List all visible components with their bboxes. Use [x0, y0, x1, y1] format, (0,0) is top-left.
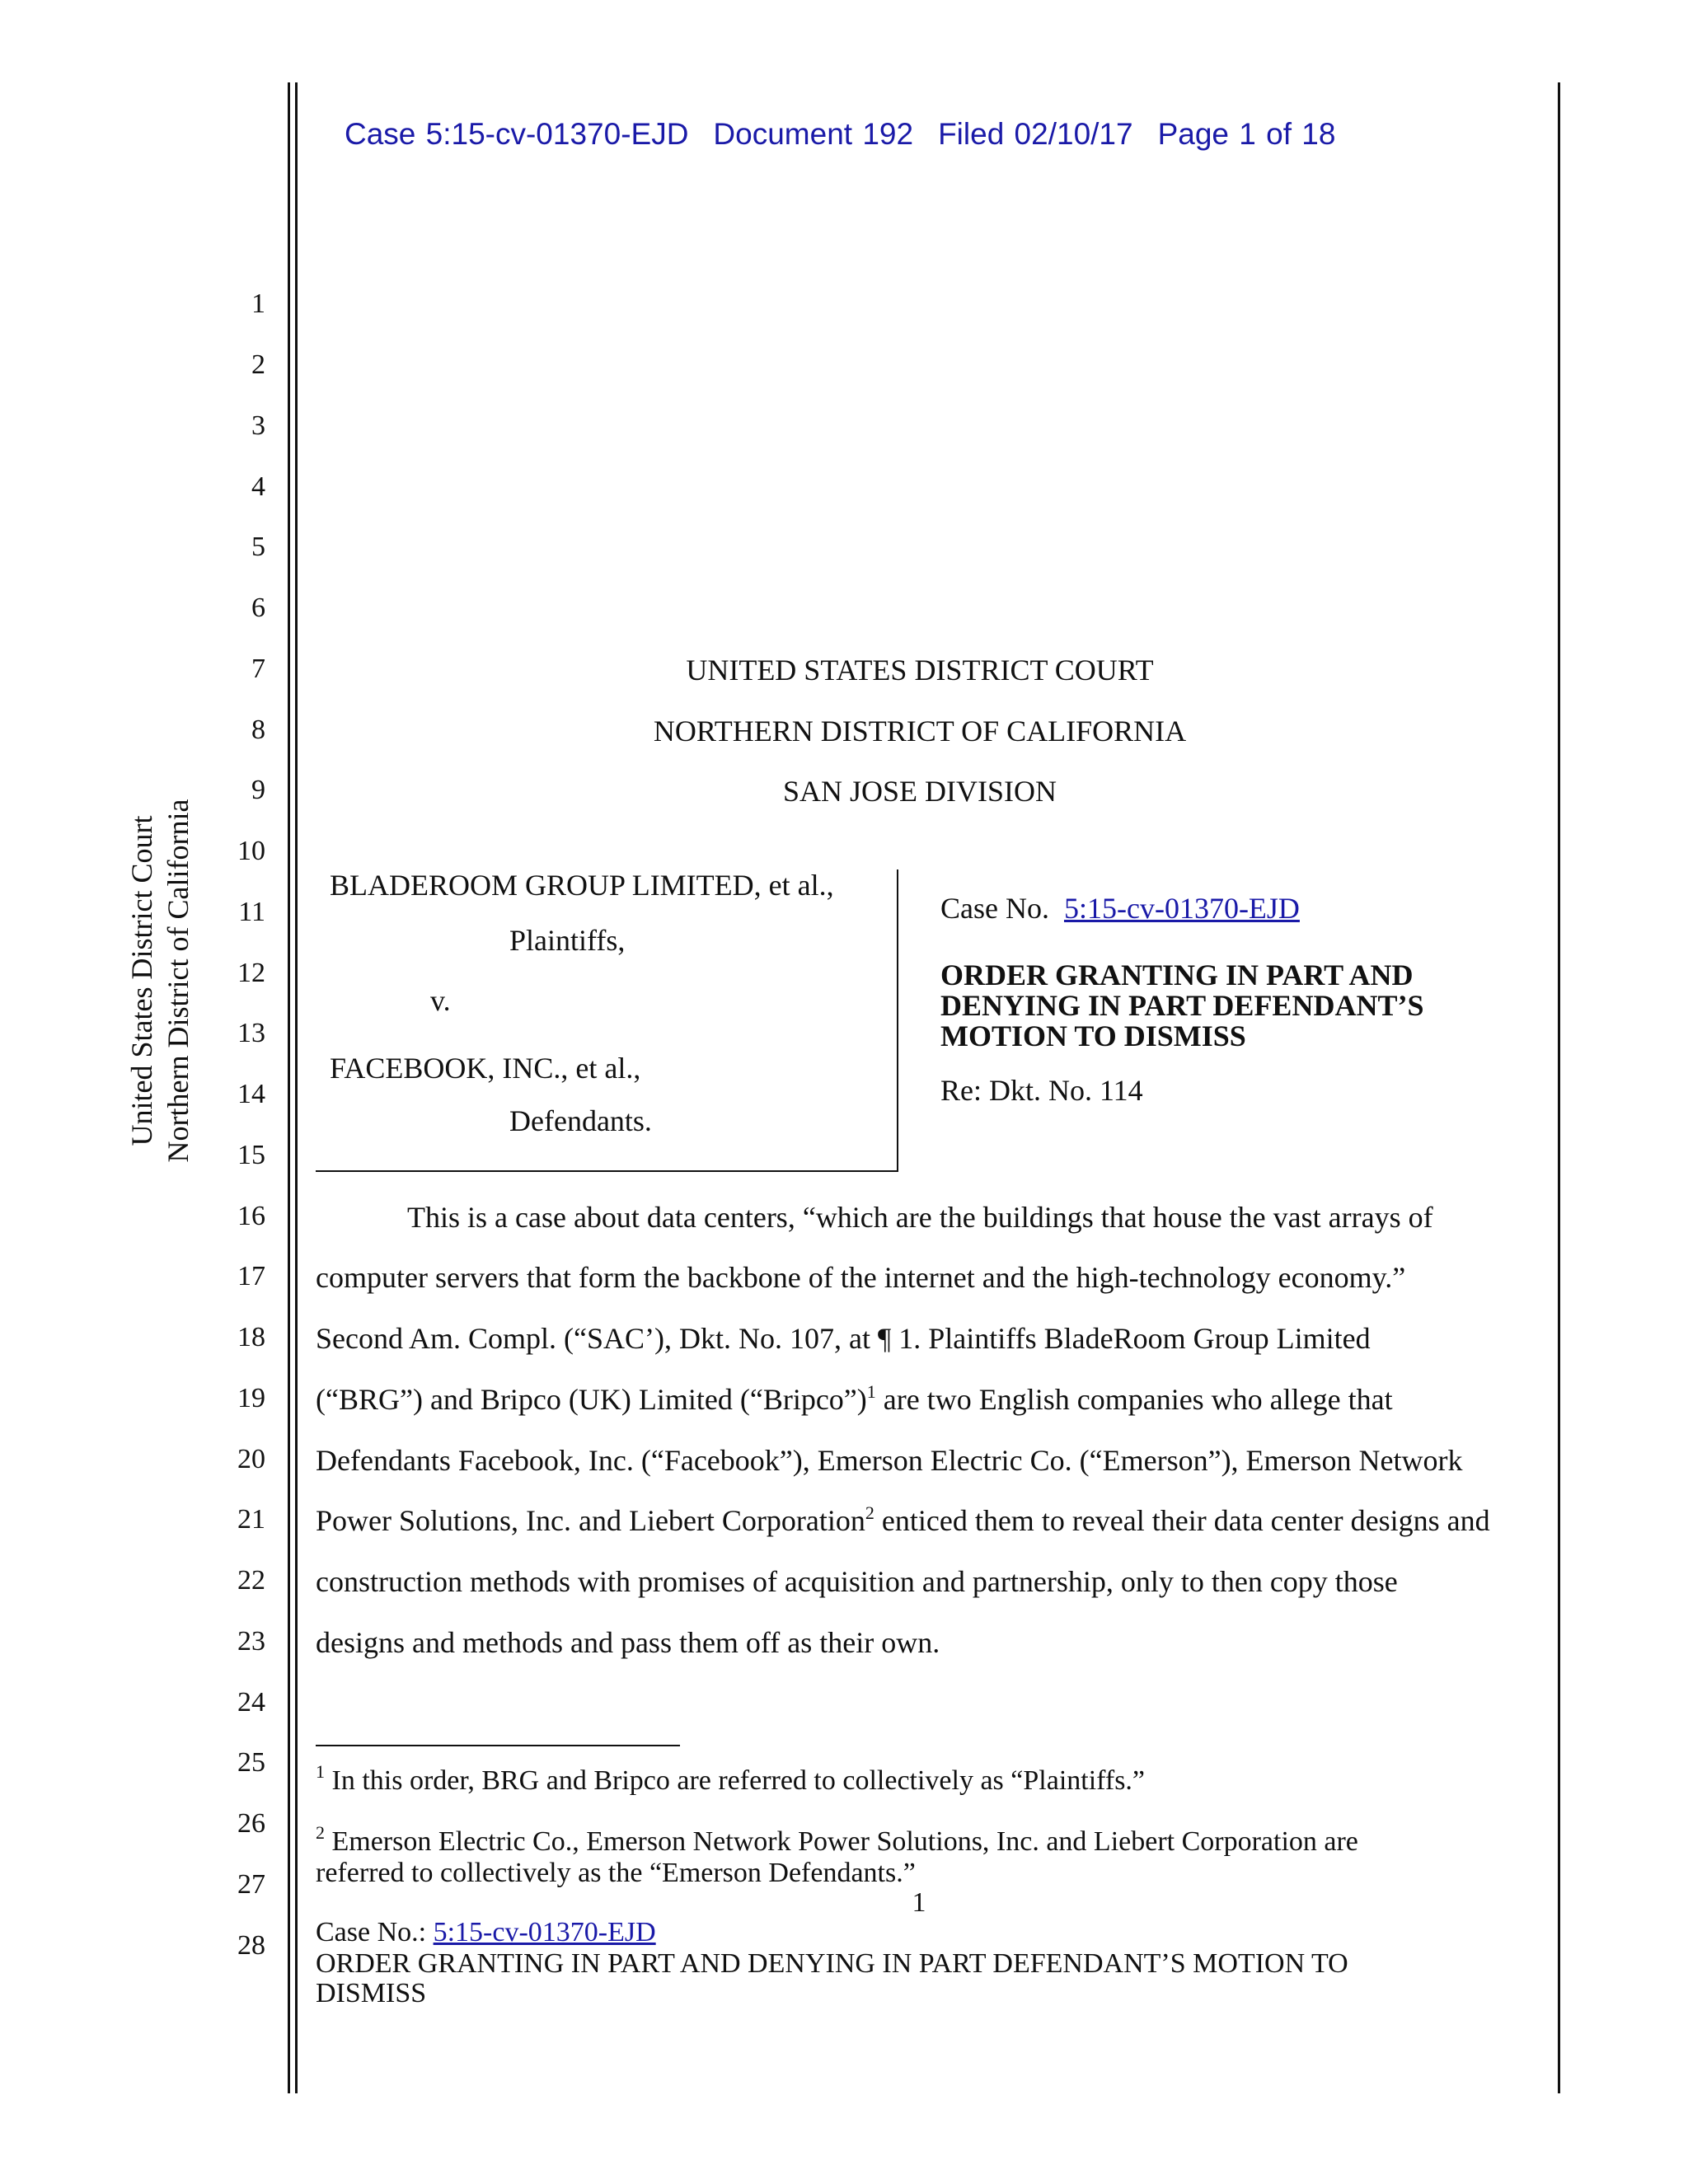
footnote-2-mark: 2: [316, 1822, 325, 1843]
footnote-2-line-2: referred to collectively as the “Emerson Defendants.”: [316, 1858, 916, 1888]
left-margin-rule-inner: [295, 82, 298, 2093]
court-sidebar: [124, 589, 196, 1372]
body-line-21: [316, 1502, 1490, 1537]
line-number: 27: [237, 1869, 265, 1900]
court-district: NORTHERN DISTRICT OF CALIFORNIA: [653, 715, 1187, 748]
footnote-2: [316, 1822, 1358, 1889]
line-number: 3: [251, 410, 265, 441]
caption-case-no-label: Case No.: [940, 892, 1049, 925]
left-margin-rule-outer: [288, 82, 290, 2093]
footnote-2-line-1: Emerson Electric Co., Emerson Network Power Solutions, Inc. and Liebert Corporation are: [325, 1826, 1358, 1857]
line-number: 18: [237, 1322, 265, 1352]
line-number: 14: [237, 1079, 265, 1109]
footer-case-no-label: Case No.:: [316, 1917, 427, 1947]
body-line-18: Second Am. Compl. (“SAC’), Dkt. No. 107, at ¶ 1. Plaintiffs BladeRoom Group Limited: [316, 1322, 1371, 1355]
line-number: 4: [251, 471, 265, 502]
line-number: 28: [237, 1930, 265, 1961]
footer-title-line-1: ORDER GRANTING IN PART AND DENYING IN PART DEFENDANT’S MOTION TO: [316, 1948, 1348, 1979]
line-number: 25: [237, 1747, 265, 1778]
line-number: 19: [237, 1383, 265, 1413]
footnote-ref-1[interactable]: 1: [866, 1381, 876, 1402]
caption-versus: v.: [430, 984, 451, 1017]
line-number: 16: [237, 1201, 265, 1231]
court-name: UNITED STATES DISTRICT COURT: [686, 654, 1154, 687]
line-number: 23: [237, 1626, 265, 1657]
page-number: 1: [912, 1887, 926, 1918]
footer-case-number: [316, 1917, 656, 1948]
line-number: 15: [237, 1140, 265, 1170]
caption-case-no-link[interactable]: 5:15-cv-01370-EJD: [1063, 892, 1300, 925]
order-title-line-2: DENYING IN PART DEFENDANT’S: [940, 989, 1424, 1022]
caption-defendant: FACEBOOK, INC., et al.,: [330, 1052, 641, 1085]
body-line-22: construction methods with promises of acquisition and partnership, only to then copy those: [316, 1565, 1398, 1598]
right-margin-rule: [1558, 82, 1560, 2093]
line-number: 22: [237, 1565, 265, 1596]
sidebar-line-2: Northern District of California: [162, 799, 195, 1163]
caption-docket-reference: Re: Dkt. No. 114: [940, 1074, 1143, 1107]
order-title-line-3: MOTION TO DISMISS: [940, 1019, 1246, 1052]
footnote-1-mark: 1: [316, 1761, 325, 1782]
line-number: 6: [251, 593, 265, 623]
court-division: SAN JOSE DIVISION: [782, 775, 1057, 808]
footnote-1: [316, 1761, 1146, 1797]
footer-case-no-link[interactable]: 5:15-cv-01370-EJD: [433, 1917, 656, 1947]
body-line-21-part-a: Power Solutions, Inc. and Liebert Corporation: [316, 1504, 865, 1537]
ecf-header-stamp: [345, 117, 1360, 152]
line-number: 8: [251, 715, 265, 745]
order-title-line-1: ORDER GRANTING IN PART AND: [940, 958, 1414, 991]
line-number: 11: [238, 897, 265, 927]
body-line-20: Defendants Facebook, Inc. (“Facebook”), Emerson Electric Co. (“Emerson”), Emerson Network: [316, 1444, 1463, 1477]
line-number: 26: [237, 1808, 265, 1839]
line-number: 1: [251, 288, 265, 319]
line-number: 24: [237, 1687, 265, 1718]
line-number: 2: [251, 349, 265, 380]
line-number: 10: [237, 836, 265, 866]
body-line-21-part-b: enticed them to reveal their data center designs and: [874, 1504, 1490, 1537]
caption-plaintiff: BLADEROOM GROUP LIMITED, et al.,: [330, 869, 834, 902]
header-case: Case 5:15-cv-01370-EJD: [345, 117, 689, 151]
line-number: 20: [237, 1444, 265, 1474]
line-number: 13: [237, 1018, 265, 1048]
body-line-19-part-a: (“BRG”) and Bripco (UK) Limited (“Bripco”): [316, 1383, 867, 1416]
body-line-17: computer servers that form the backbone of the internet and the high-technology economy.”: [316, 1261, 1406, 1294]
footnote-separator: [316, 1745, 680, 1746]
body-line-16: This is a case about data centers, “which are the buildings that house the vast arrays of: [407, 1201, 1433, 1234]
line-number: 21: [237, 1504, 265, 1535]
header-page: Page 1 of 18: [1157, 117, 1336, 151]
footer-title-line-2: DISMISS: [316, 1978, 427, 2008]
body-line-23: designs and methods and pass them off as their own.: [316, 1626, 940, 1659]
caption-defendant-role: Defendants.: [509, 1104, 652, 1137]
line-number: 5: [251, 532, 265, 562]
line-number: 12: [237, 958, 265, 988]
sidebar-line-1: United States District Court: [125, 815, 158, 1146]
footnote-1-text: In this order, BRG and Bripco are referred to collectively as “Plaintiffs.”: [325, 1765, 1146, 1796]
caption-vertical-rule: [897, 869, 898, 1172]
footnote-ref-2[interactable]: 2: [865, 1502, 874, 1523]
line-number: 9: [251, 775, 265, 805]
caption-bottom-rule: [316, 1170, 898, 1172]
body-line-19-part-b: are two English companies who allege that: [875, 1383, 1393, 1416]
header-document: Document 192: [713, 117, 914, 151]
line-number: 7: [251, 654, 265, 684]
body-line-19: [316, 1381, 1393, 1416]
caption-plaintiff-role: Plaintiffs,: [509, 924, 626, 957]
header-filed: Filed 02/10/17: [938, 117, 1133, 151]
line-number: 17: [237, 1261, 265, 1291]
caption-case-number: [940, 893, 1300, 923]
